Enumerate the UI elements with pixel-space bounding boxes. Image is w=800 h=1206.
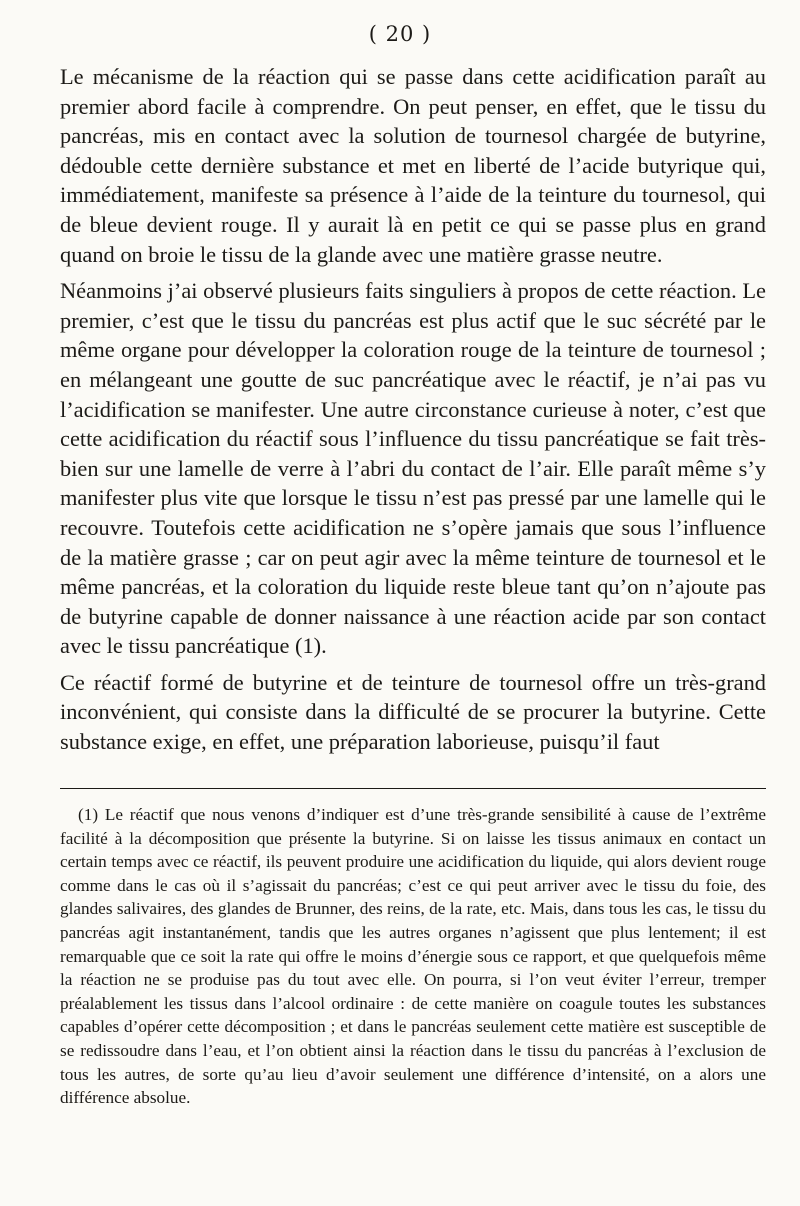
paragraph-1: Le mécanisme de la réaction qui se passe dans cette acidification paraît au premier abord facile à comprendre. On peut penser, en effet, que le tissu du pancréas, mis en contact avec la solution de tournesol chargée de butyrine, dédouble cette dernière substance et met en liberté de l’acide butyrique qui, immédiatement, manifeste sa présence à l’aide de la teinture du tournesol, qui de bleue devient rouge. Il y aurait là en petit ce qui se passe plus en grand quand on broie le tissu de la glande avec une matière grasse neutre. [60,64,766,267]
footnote [60,803,766,1110]
main-text [60,62,766,757]
footnote-text: (1) Le réactif que nous venons d’indiquer est d’une très-grande sensibilité à cause de l’extrême facilité à la décomposition que présente la butyrine. Si on laisse les tissus animaux en contact un certain temps avec ce réactif, ils peuvent produire une acidification du liquide, qui alors devient rouge comme dans le cas où il s’agissait du pancréas; c’est ce qui peut arriver avec le tissu du foie, des glandes salivaires, des glandes de Brunner, des reins, de la rate, etc. Mais, dans tous les cas, le tissu du pancréas agit instantanément, tandis que les autres organes n’agissent que plus lentement; il est remarquable que ce soit la rate qui offre le moins d’énergie sous ce rapport, et que quelquefois même la réaction ne se produise pas du tout avec elle. On pourra, si l’on veut éviter l’erreur, tremper préalablement les tissus dans l’alcool ordinaire : de cette manière on coagule toutes les substances capables d’opérer cette décomposition ; et dans le pancréas seulement cette matière est susceptible de se redissoudre dans l’eau, et l’on obtient ainsi la réaction dans le tissu du pancréas à l’exclusion de tous les autres, de sorte qu’au lieu d’avoir seulement une différence d’intensité, on a alors une différence absolue. [60,805,766,1108]
paragraph-2: Néanmoins j’ai observé plusieurs faits singuliers à propos de cette réaction. Le premier, c’est que le tissu du pancréas est plus actif que le suc sécrété par le même organe pour développer la coloration rouge de la teinture de tournesol ; en mélangeant une goutte de suc pancréatique avec le réactif, je n’ai pas vu l’acidification se manifester. Une autre circonstance curieuse à noter, c’est que cette acidification du réactif sous l’influence du tissu pancréatique se fait très-bien sur une lamelle de verre à l’abri du contact de l’air. Elle paraît même s’y manifester plus vite que lorsque le tissu n’est pas pressé par une lamelle qui le recouvre. Toutefois cette acidification ne s’opère jamais que sous l’influence de la matière grasse ; car on peut agir avec la même teinture de tournesol et le même pancréas, et la coloration du liquide reste bleue tant qu’on n’ajoute pas de butyrine capable de donner naissance à une réaction acide par son contact avec le tissu pancréatique (1). [60,278,766,659]
paragraph-3: Ce réactif formé de butyrine et de teinture de tournesol offre un très-grand inconvénient, qui consiste dans la difficulté de se procurer la butyrine. Cette substance exige, en effet, une préparation laborieuse, puisqu’il faut [60,669,766,755]
footnote-divider [60,788,766,789]
page-number: ( 20 ) [368,22,432,46]
